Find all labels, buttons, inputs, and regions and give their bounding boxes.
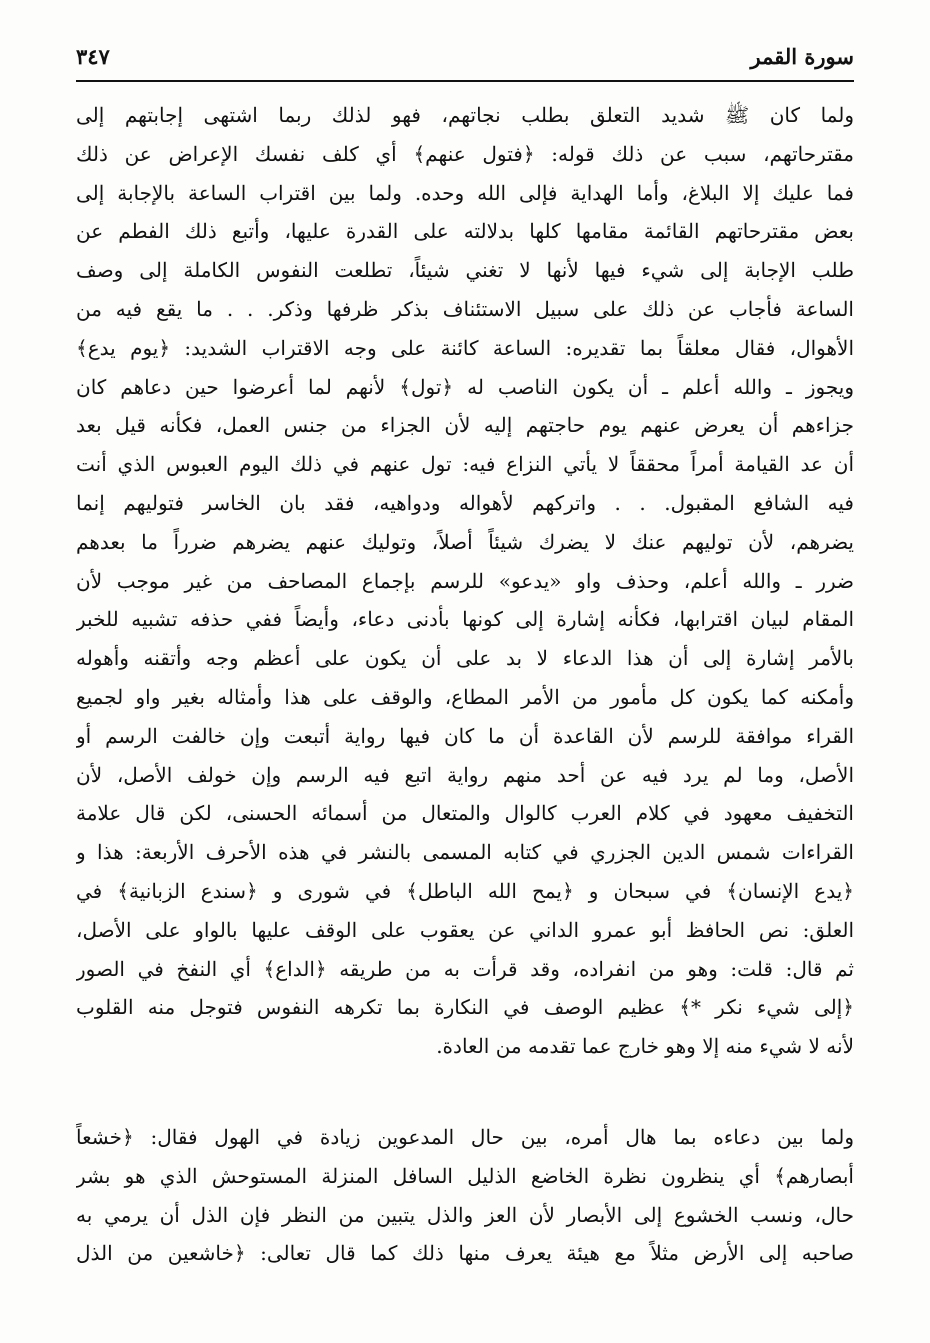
text-line: الساعة فأجاب عن ذلك على سبيل الاستئناف بذكر ظرفها وذكر. . . ما يقع فيه من (76, 296, 854, 321)
text-line: الأصل، وما لم يرد فيه عن أحد منهم رواية اتبع فيه الرسم وإن خولف الأصل، لأن (76, 762, 854, 787)
text-line: مقترحاتهم، سبب عن ذلك قوله: ﴿فتول عنهم﴾ أي كلف نفسك الإعراض عن ذلك (76, 141, 854, 166)
paragraph-1 (76, 96, 854, 1066)
text-line: بالأمر إشارة إلى أن هذا الدعاء لا بد على أن يكون على أعظم وجه وأتقنه وأهوله (76, 646, 854, 671)
paragraph-2 (76, 1118, 854, 1273)
text-line: طلب الإجابة إلى شيء فيها لأنها لا تغني شيئاً، تطلعت النفوس الكاملة إلى وصف (76, 258, 854, 283)
text-line: صاحبه إلى الأرض مثلاً مع هيئة يعرف منها ذلك كما قال تعالى: ﴿خاشعين من الذل (76, 1241, 854, 1266)
text-line: وأمكنه كما يكون كل مأمور من الأمر المطاع، والوقف على هذا وأمثاله بغير واو لجميع (76, 684, 854, 709)
text-line: فيه الشافع المقبول. . . واتركهم لأهواله ودواهيه، فقد بان الخاسر فتوليهم إنما (76, 490, 854, 515)
page-number: ٣٤٧ (76, 44, 110, 69)
text-line: يضرهم، لأن توليهم عنك لا يضرك شيئاً أصلاً، وتوليك عنهم يضرهم ضرراً ما بعدهم (76, 529, 854, 554)
running-title: سورة القمر (750, 44, 854, 69)
text-line: ولما بين دعاءه بما هال أمره، بين حال المدعوين زيادة في الهول فقال: ﴿خشعاً (76, 1125, 854, 1149)
text-line: فما عليك إلا البلاغ، وأما الهداية فإلى الله وحده. ولما بين اقتراب الساعة بالإجابة إلى (76, 180, 854, 205)
text-line: المقام لبيان اقترابها، فكأنه إشارة إلى كونها بأدنى دعاء، وأيضاً ففي حذفه تشبيه للخبر (76, 607, 854, 632)
page-header (76, 40, 854, 82)
text-line: جزاءهم أن يعرض عنهم يوم حاجتهم إليه لأن الجزاء من جنس العمل، فكأنه قيل بعد (76, 413, 854, 438)
text-line: الأهوال، فقال معلقاً بما تقديره: الساعة كائنة على وجه الاقتراب الشديد: ﴿يوم يدع﴾ (76, 335, 854, 360)
text-line: لأنه لا شيء منه إلا وهو خارج عما تقدمه من العادة. (436, 1034, 854, 1059)
text-line: التخفيف معهود في كلام العرب كالوال والمتعال من أسمائه الحسنى، لكن قال علامة (76, 801, 854, 826)
text-line: القراءات شمس الدين الجزري في كتابه المسمى بالنشر في هذه الأحرف الأربعة: هذا و (76, 840, 854, 865)
text-line: العلق: نص الحافظ أبو عمرو الداني عن يعقوب على الوقف عليها بالواو على الأصل، (76, 917, 854, 942)
text-line: بعض مقترحاتهم القائمة مقامها كلها بدلالته على القدرة عليها، وأتبع ذلك الفطم عن (76, 219, 854, 244)
text-line: ثم قال: قلت: وهو من انفراده، وقد قرأت به من طريقه ﴿الداع﴾ أي النفخ في الصور (76, 956, 854, 981)
text-line: ويجوز ـ والله أعلم ـ أن يكون الناصب له ﴿تول﴾ لأنهم لما أعرضوا حين دعاهم كان (76, 374, 854, 399)
text-line: ﴿إلى شيء نكر *﴾ عظيم الوصف في النكارة بما تكرهه النفوس فتوجل منه القلوب (76, 995, 854, 1020)
text-line: القراء موافقة للرسم لأن القاعدة أن ما كان فيها رواية أتبعت وإن خالفت الرسم أو (76, 723, 854, 748)
text-line: ضرر ـ والله أعلم، وحذف واو «يدعو» للرسم بإجماع المصاحف من غير موجب لأن (76, 568, 854, 593)
text-line: أبصارهم﴾ أي ينظرون نظرة الخاضع الذليل السافل المنزلة المستوحش الذي هو بشر (76, 1163, 854, 1188)
text-line: ولما كان ﷺ شديد التعلق بطلب نجاتهم، فهو لذلك ربما اشتهى إجابتهم إلى (76, 103, 854, 127)
text-line: أن عد القيامة أمراً محققاً لا يأتي النزاع فيه: تول عنهم في ذلك اليوم العبوس الذي أنت (76, 452, 854, 477)
text-line: ﴿يدع الإنسان﴾ في سبحان و ﴿يمح الله الباطل﴾ في شورى و ﴿سندع الزبانية﴾ في (76, 878, 854, 903)
text-line: حال، ونسب الخشوع إلى الأبصار لأن العز والذل يتبين من النظر فإن الذل أن يرمي به (76, 1202, 854, 1227)
